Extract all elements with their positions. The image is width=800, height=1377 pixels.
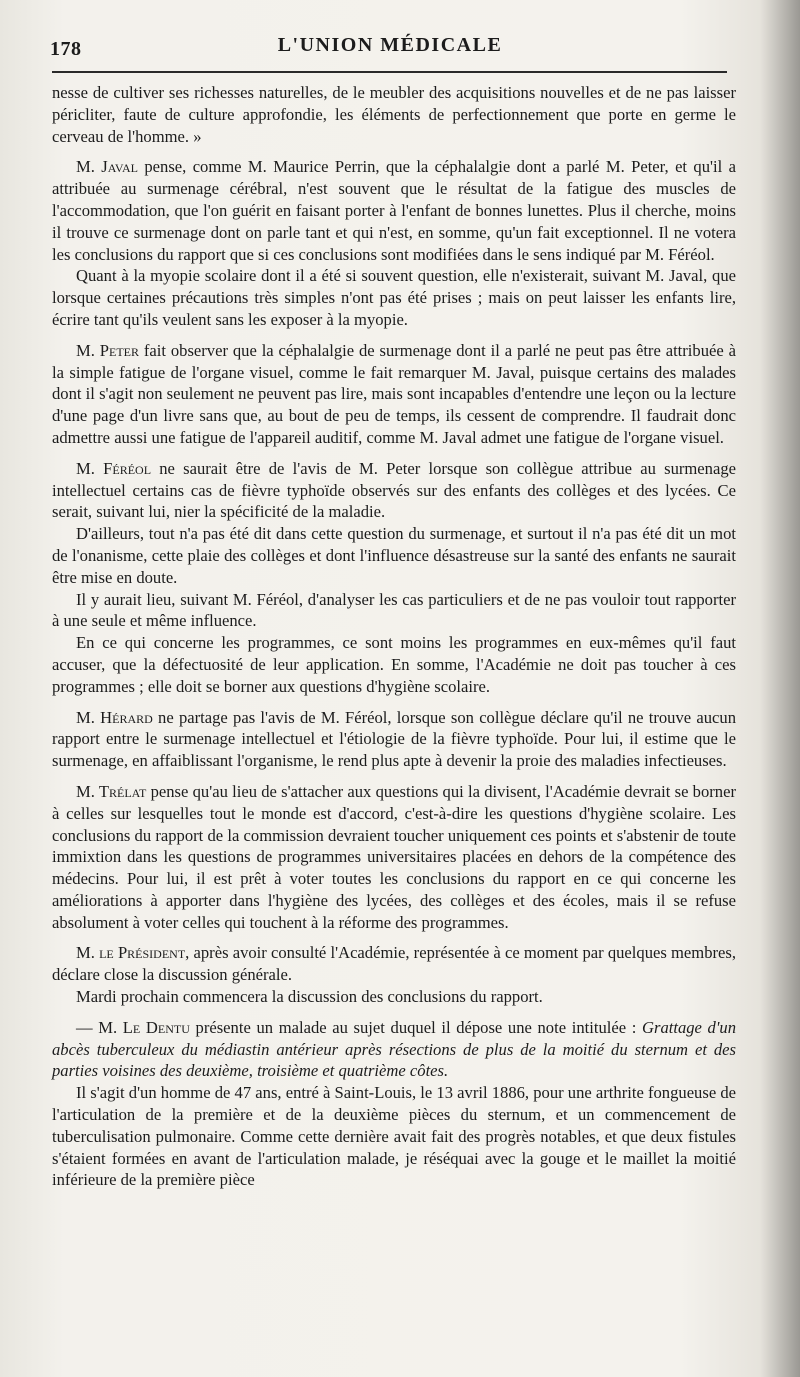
- note-title: Grattage d'un abcès tuberculeux du médiastin antérieur après résections de plus de la moitié du sternum et des parties voisines des deuxième, troisième et quatrième côtes.: [52, 1017, 736, 1081]
- paragraph-javal: M. Javal pense, comme M. Maurice Perrin, que la céphalalgie dont a parlé M. Peter, et qu'il a attribuée au surmenage cérébral, n'est souvent que le résultat de la fatigue des muscles de l'accommodation, que l'on guérit en faisant porter à l'enfant de bonnes lunettes. Plus il cherche, moins il trouve ce surmenage dont on parle tant et qui n'est, en somme, qu'un fait exceptionnel. Il ne votera les conclusions du rapport que si ces conclusions sont modifiées dans le sens indiqué par M. Féréol.: [52, 157, 736, 264]
- paragraph-le-dentu: — M. Le Dentu présente un malade au sujet duquel il dépose une note intitulée : Grattage d'un abcès tuberculeux du médiastin antérieur après résections de plus de la moitié du sternum et des parties voisines des deuxième, troisième et quatrième côtes.: [52, 1017, 736, 1081]
- page-number: 178: [50, 38, 82, 60]
- speaker-name: M. Féréol: [76, 458, 152, 478]
- speaker-name: M. le Président: [76, 943, 186, 963]
- paragraph-trelat: M. Trélat pense qu'au lieu de s'attacher aux questions qui la divisent, l'Académie devrait se borner à celles sur lesquelles tout le monde est d'accord, c'est-à-dire les questions d'hygiène scolaire. Les conclusions du rapport de la commission devraient toucher uniquement ces points et s'abstenir de toute immixtion dans les questions de programmes universitaires placées en dehors de la compétence des médecins. Pour lui, il est prêt à voter toutes les conclusions du rapport en ce qui concerne les améliorations à apporter dans l'hygiène des lycées, des collèges et des écoles, mais il se refuse absolument à voter celles qui touchent à la réforme des programmes.: [52, 781, 736, 932]
- paragraph-herard: M. Hérard ne partage pas l'avis de M. Féréol, lorsque son collègue déclare qu'il ne trouve aucun rapport entre le surmenage intellectuel et l'étiologie de la fièvre typhoïde. Pour lui, il estime que le surmenage, en affaiblissant l'organisme, le rend plus apte à devenir la proie des maladies infectieuses.: [52, 707, 736, 771]
- paragraph-president: M. le Président, après avoir consulté l'Académie, représentée à ce moment par quelques membres, déclare close la discussion générale.: [52, 943, 736, 985]
- body-text: [52, 82, 736, 1191]
- paragraph-programmes: En ce qui concerne les programmes, ce sont moins les programmes en eux-mêmes qu'il faut accuser, que la défectuosité de leur application. En somme, l'Académie ne doit pas toucher à ces programmes ; elle doit se borner aux questions d'hygiène scolaire.: [52, 633, 736, 696]
- speaker-name: M. Hérard: [76, 707, 153, 727]
- header-rule: [52, 71, 727, 73]
- paragraph-myopie: Quant à la myopie scolaire dont il a été si souvent question, elle n'existerait, suivant M. Javal, que lorsque certaines précautions très simples n'ont pas été prises ; mais on peut laisser les enfants lire, écrire tant qu'ils veulent sans les exposer à la myopie.: [52, 266, 736, 329]
- paragraph-fereol: M. Féréol ne saurait être de l'avis de M. Peter lorsque son collègue attribue au surmenage intellectuel certains cas de fièvre typhoïde observés sur des enfants des collèges et des lycées. Ce serait, suivant lui, nier la spécificité de la maladie.: [52, 458, 736, 522]
- speaker-name: M. Javal: [76, 157, 138, 177]
- speaker-name: M. Trélat: [76, 781, 147, 801]
- paragraph-continuation: nesse de cultiver ses richesses naturelles, de le meubler des acquisitions nouvelles et de ne pas laisser péricliter, faute de culture approfondie, les éléments de perfectionnement que porte en germe le cerveau de l'homme. »: [52, 83, 736, 146]
- page-header: [50, 30, 730, 62]
- paragraph-mardi: Mardi prochain commencera la discussion des conclusions du rapport.: [76, 987, 543, 1007]
- paragraph-observation: Il s'agit d'un homme de 47 ans, entré à Saint-Louis, le 13 avril 1886, pour une arthrite fongueuse de l'articulation de la première et de la deuxième pièces du sternum, et un commencement de tuberculisation pulmonaire. Comme cette dernière avait fait des progrès notables, et que deux fistules s'étaient formées en avant de l'articulation malade, je réséquai avec la gouge et le maillet la moitié inférieure de la première pièce: [52, 1083, 736, 1190]
- paragraph-onanisme: D'ailleurs, tout n'a pas été dit dans cette question du surmenage, et surtout il n'a pas été dit un mot de l'onanisme, cette plaie des collèges et dont l'influence désastreuse sur la santé des enfants ne saurait être mise en doute.: [52, 524, 736, 587]
- paragraph-cas-particuliers: Il y aurait lieu, suivant M. Féréol, d'analyser les cas particuliers et de ne pas vouloir tout rapporter à une seule et même influence.: [52, 589, 736, 631]
- running-title: L'UNION MÉDICALE: [277, 34, 503, 56]
- paragraph-peter: M. Peter fait observer que la céphalalgie de surmenage dont il a parlé ne peut pas être attribuée à la simple fatigue de l'organe visuel, comme le fait remarquer M. Javal, puisque certains des malades dont il s'agit non seulement ne peuvent pas lire, mais sont incapables d'entendre une leçon ou la lecture d'une page d'un livre sans que, au bout de peu de temps, ils cessent de comprendre. Il faudrait donc admettre aussi une fatigue de l'appareil auditif, comme M. Javal admet une fatigue de l'organe visuel.: [52, 340, 736, 447]
- speaker-name: M. Le Dentu: [98, 1017, 190, 1037]
- speaker-name: M. Peter: [76, 340, 139, 360]
